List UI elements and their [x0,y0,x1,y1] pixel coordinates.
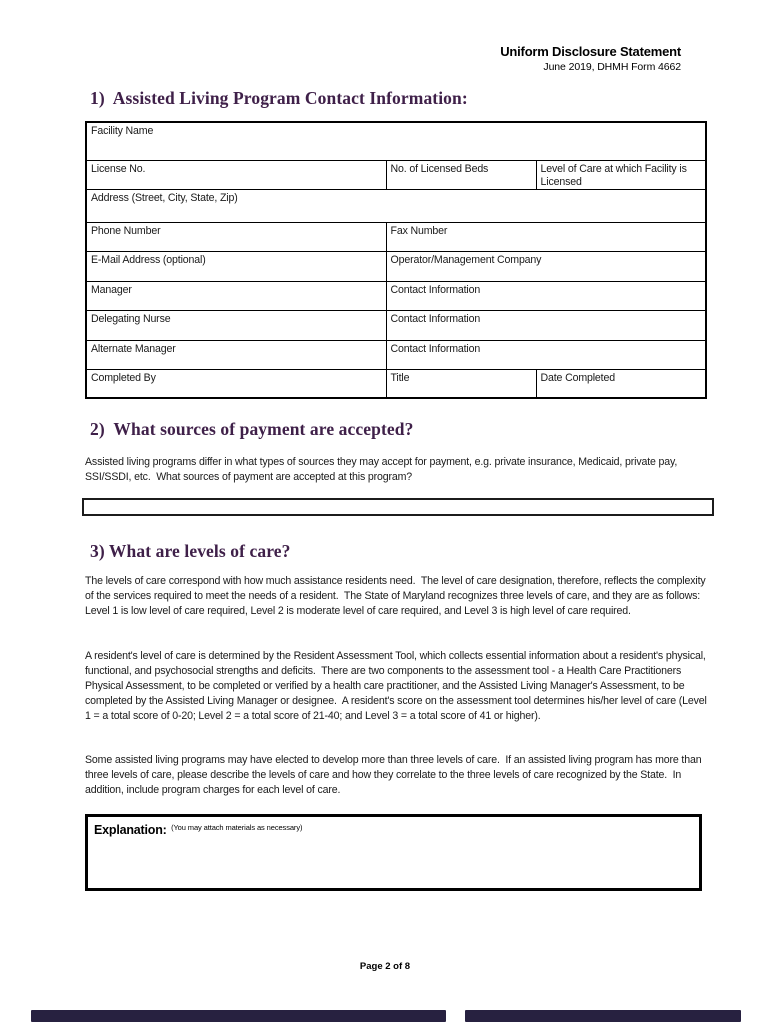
form-field-cell[interactable] [386,369,536,398]
table-row [86,251,706,281]
field-label: No. of Licensed Beds [390,162,489,175]
payment-sources-answer-field[interactable] [82,498,714,516]
form-field-cell[interactable] [386,222,706,251]
form-field-cell[interactable] [86,122,706,160]
field-label: Fax Number [390,224,448,237]
form-field-cell[interactable] [86,222,386,251]
payment-sources-paragraph: Assisted living programs differ in what types of sources they may accept for payment, e.g. private insurance, Medicaid, private pay, SSI/SSDI, etc. What sources of payment are accepted at this program? [85,456,680,483]
table-row [86,340,706,369]
explanation-label: Explanation: [94,823,167,837]
field-label: E-Mail Address (optional) [91,253,206,266]
form-field-cell[interactable] [386,340,706,369]
section-2-heading: 2) What sources of payment are accepted? [90,419,414,439]
field-label: Level of Care at which Facility is Licensed [540,162,687,188]
contact-information-table [85,121,707,399]
form-field-cell[interactable] [536,160,706,189]
table-row [86,281,706,310]
form-field-cell[interactable] [536,369,706,398]
section-3-heading: 3) What are levels of care? [90,541,291,561]
field-label: Completed By [91,371,156,384]
form-field-cell[interactable] [86,310,386,340]
field-label: Contact Information [390,342,481,355]
table-row [86,310,706,340]
form-field-cell[interactable] [86,340,386,369]
footer-bar-left [31,1010,446,1022]
table-row [86,369,706,398]
form-field-cell[interactable] [386,251,706,281]
form-field-cell[interactable] [86,189,706,222]
levels-of-care-paragraph-2: A resident's level of care is determined by the Resident Assessment Tool, which collects essential information about a resident's physical, functional, and psychosocial strengths and deficits. There are two components to the assessment tool - a Health Care Practitioners Physical Assessment, to be completed or verified by a health care practitioner, and the Assisted Living Manager's Assessment, to be completed by the Assisted Living Manager or designee. A resident's score on the assessment tool determines his/her level of care (Level 1 = a total score of 0-20; Level 2 = a total score of 21-40; and Level 3 = a total score of 41 or higher). [85,650,710,722]
field-label: License No. [91,162,146,175]
document-header [500,44,681,73]
explanation-note: (You may attach materials as necessary) [171,823,303,832]
field-label: Date Completed [540,371,615,384]
table-row [86,189,706,222]
page-number: Page 2 of 8 [359,961,411,972]
table-row [86,222,706,251]
form-field-cell[interactable] [86,251,386,281]
form-field-cell[interactable] [386,281,706,310]
document-subtitle: June 2019, DHMH Form 4662 [543,61,681,73]
field-label: Delegating Nurse [91,312,171,325]
field-label: Alternate Manager [91,342,176,355]
field-label: Contact Information [390,312,481,325]
field-label: Title [390,371,410,384]
form-field-cell[interactable] [86,281,386,310]
table-row [86,122,706,160]
section-1-heading: 1) Assisted Living Program Contact Information: [90,88,468,108]
footer-bar-right [465,1010,741,1022]
form-field-cell[interactable] [86,369,386,398]
levels-of-care-paragraph-3: Some assisted living programs may have elected to develop more than three levels of care. If an assisted living program has more than three levels of care, please describe the levels of care and how they correlate to the three levels of care recognized by the State. In addition, include program charges for each level of care. [85,754,705,796]
table-row [86,160,706,189]
form-field-cell[interactable] [386,310,706,340]
field-label: Contact Information [390,283,481,296]
document-title: Uniform Disclosure Statement [500,44,681,59]
form-field-cell[interactable] [86,160,386,189]
field-label: Manager [91,283,132,296]
field-label: Phone Number [91,224,161,237]
field-label: Address (Street, City, State, Zip) [91,191,238,204]
field-label: Operator/Management Company [390,253,542,266]
form-field-cell[interactable] [386,160,536,189]
explanation-field[interactable] [85,814,702,891]
field-label: Facility Name [91,125,154,137]
levels-of-care-paragraph-1: The levels of care correspond with how much assistance residents need. The level of care designation, therefore, reflects the complexity of the services required to meet the needs of a resident. The State of Maryland recognizes three levels of care, and they are as follows: Level 1 is low level of care required, Level 2 is moderate level of care required, and Level 3 is high level of care required. [85,575,709,617]
